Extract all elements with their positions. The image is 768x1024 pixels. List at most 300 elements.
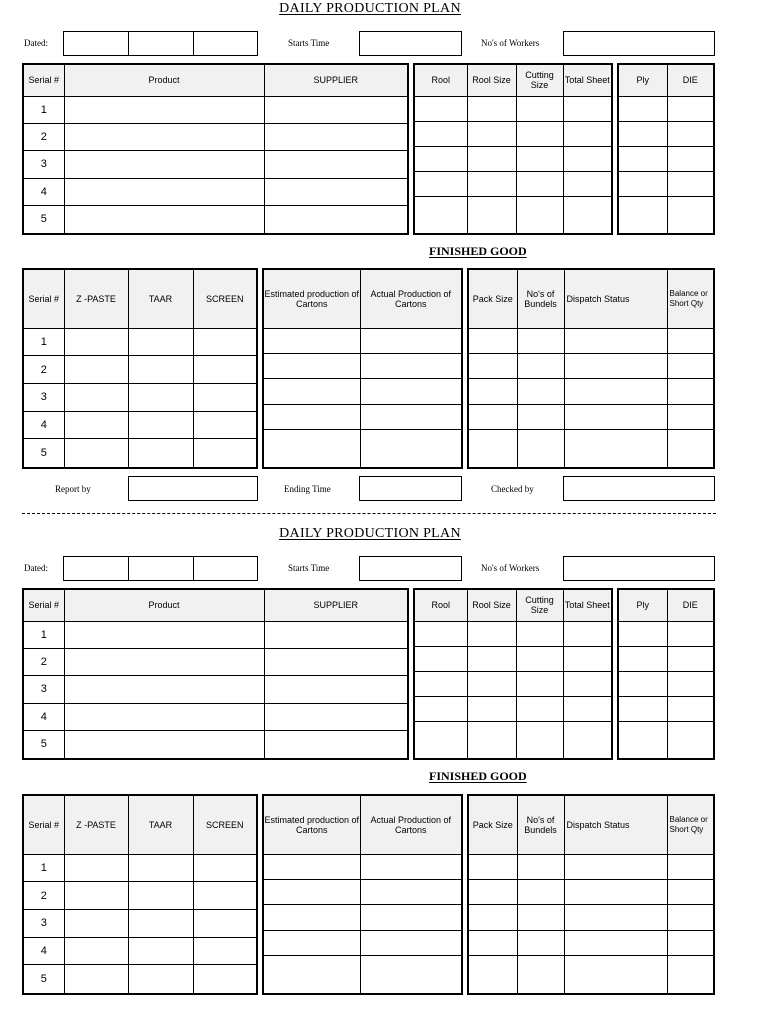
cell[interactable] xyxy=(516,146,563,171)
header-taar: TAAR xyxy=(128,269,193,328)
cell[interactable] xyxy=(193,411,257,439)
header-product: Product xyxy=(64,64,264,96)
cell[interactable] xyxy=(517,905,564,930)
table-row xyxy=(23,676,408,703)
table-row xyxy=(23,703,408,730)
cell[interactable] xyxy=(360,379,462,404)
serial-number: 4 xyxy=(23,703,64,730)
plan-2-dated-label: Dated: xyxy=(24,563,48,573)
serial-number: 3 xyxy=(23,383,64,411)
cell[interactable] xyxy=(64,383,128,411)
cell[interactable] xyxy=(618,721,667,759)
table-row xyxy=(23,648,408,675)
table-row xyxy=(618,96,714,121)
cell[interactable] xyxy=(564,854,667,879)
cell[interactable] xyxy=(667,930,714,955)
cell[interactable] xyxy=(414,121,467,146)
header-rool-size: Rool Size xyxy=(467,589,516,621)
cell[interactable] xyxy=(467,146,516,171)
cell[interactable] xyxy=(618,646,667,671)
cell[interactable] xyxy=(468,930,517,955)
cell[interactable] xyxy=(618,696,667,721)
header-actual-production: Actual Production of Cartons xyxy=(360,269,462,328)
table-row xyxy=(263,956,462,994)
table-row xyxy=(263,930,462,955)
cell[interactable] xyxy=(193,356,257,384)
cell[interactable] xyxy=(64,937,128,965)
table-row xyxy=(468,328,714,353)
table-row xyxy=(23,205,408,234)
cell[interactable] xyxy=(128,965,193,994)
ending-time-field[interactable] xyxy=(359,476,462,501)
cell[interactable] xyxy=(128,328,193,356)
cell[interactable] xyxy=(563,621,612,646)
cell[interactable] xyxy=(64,909,128,937)
product-cell[interactable] xyxy=(64,96,264,123)
cell[interactable] xyxy=(360,328,462,353)
table-row xyxy=(23,151,408,178)
cell[interactable] xyxy=(667,879,714,904)
cell[interactable] xyxy=(414,696,467,721)
table-row xyxy=(23,356,257,384)
product-cell[interactable] xyxy=(64,151,264,178)
cell[interactable] xyxy=(360,930,462,955)
cell[interactable] xyxy=(468,353,517,378)
plan-1-finished-table-a xyxy=(22,268,258,469)
plan-1-starts-time-label: Starts Time xyxy=(288,38,330,48)
cell[interactable] xyxy=(667,905,714,930)
cell[interactable] xyxy=(516,646,563,671)
cell[interactable] xyxy=(468,905,517,930)
header-balance-short: Balance or Short Qty xyxy=(667,795,714,854)
header-pack-size: Pack Size xyxy=(468,795,517,854)
header-ply: Ply xyxy=(618,589,667,621)
header-dispatch-status: Dispatch Status xyxy=(564,795,667,854)
plan-2-finished-table-b xyxy=(262,794,463,995)
cell[interactable] xyxy=(516,621,563,646)
cell[interactable] xyxy=(564,430,667,468)
cell[interactable] xyxy=(517,379,564,404)
cell[interactable] xyxy=(564,905,667,930)
cell[interactable] xyxy=(128,439,193,468)
cell[interactable] xyxy=(64,854,128,882)
header-screen: SCREEN xyxy=(193,269,257,328)
serial-number: 2 xyxy=(23,356,64,384)
plan-2-product-table xyxy=(22,588,409,760)
header-die: DIE xyxy=(667,64,714,96)
serial-number: 4 xyxy=(23,937,64,965)
supplier-cell[interactable] xyxy=(264,648,408,675)
cell[interactable] xyxy=(667,956,714,994)
cell[interactable] xyxy=(64,356,128,384)
cell[interactable] xyxy=(263,353,360,378)
cell[interactable] xyxy=(468,956,517,994)
cell[interactable] xyxy=(618,621,667,646)
serial-number: 3 xyxy=(23,909,64,937)
header-taar: TAAR xyxy=(128,795,193,854)
cell[interactable] xyxy=(468,404,517,429)
table-row xyxy=(263,879,462,904)
cell[interactable] xyxy=(517,930,564,955)
cell[interactable] xyxy=(360,905,462,930)
cell[interactable] xyxy=(414,196,467,234)
header-supplier: SUPPLIER xyxy=(264,64,408,96)
supplier-cell[interactable] xyxy=(264,151,408,178)
table-row xyxy=(23,439,257,468)
cell[interactable] xyxy=(468,379,517,404)
cell[interactable] xyxy=(667,196,714,234)
plan-2-workers-label: No's of Workers xyxy=(481,563,540,573)
cell[interactable] xyxy=(64,965,128,994)
table-row xyxy=(414,146,612,171)
cell[interactable] xyxy=(263,879,360,904)
cell[interactable] xyxy=(467,721,516,759)
serial-number: 3 xyxy=(23,676,64,703)
cell[interactable] xyxy=(128,909,193,937)
cell[interactable] xyxy=(263,930,360,955)
table-row xyxy=(468,930,714,955)
cell[interactable] xyxy=(360,879,462,904)
header-serial: Serial # xyxy=(23,589,64,621)
cell[interactable] xyxy=(563,696,612,721)
supplier-cell[interactable] xyxy=(264,621,408,648)
cell[interactable] xyxy=(360,854,462,879)
table-row xyxy=(414,621,612,646)
cell[interactable] xyxy=(193,937,257,965)
cell[interactable] xyxy=(128,356,193,384)
cell[interactable] xyxy=(667,646,714,671)
header-screen: SCREEN xyxy=(193,795,257,854)
cell[interactable] xyxy=(667,696,714,721)
table-row xyxy=(263,328,462,353)
cell[interactable] xyxy=(516,96,563,121)
table-row xyxy=(618,146,714,171)
cell[interactable] xyxy=(618,671,667,696)
table-row xyxy=(263,430,462,468)
cell[interactable] xyxy=(517,404,564,429)
cell[interactable] xyxy=(516,671,563,696)
cell[interactable] xyxy=(667,721,714,759)
table-row xyxy=(263,905,462,930)
table-row xyxy=(414,196,612,234)
plan-2-workers-field[interactable] xyxy=(563,556,715,581)
table-row xyxy=(414,721,612,759)
product-cell[interactable] xyxy=(64,178,264,205)
cell[interactable] xyxy=(667,171,714,196)
product-cell[interactable] xyxy=(64,703,264,730)
table-row xyxy=(618,696,714,721)
cell[interactable] xyxy=(467,196,516,234)
cell[interactable] xyxy=(263,854,360,879)
plan-1-date-field[interactable] xyxy=(63,31,258,56)
header-actual-production: Actual Production of Cartons xyxy=(360,795,462,854)
table-row xyxy=(23,965,257,994)
cell[interactable] xyxy=(193,965,257,994)
table-row xyxy=(618,721,714,759)
cell[interactable] xyxy=(467,171,516,196)
header-cutting-size: Cutting Size xyxy=(516,64,563,96)
table-row xyxy=(23,123,408,150)
table-row xyxy=(618,121,714,146)
table-row xyxy=(468,353,714,378)
header-serial: Serial # xyxy=(23,269,64,328)
table-row xyxy=(618,646,714,671)
cell[interactable] xyxy=(618,196,667,234)
cell[interactable] xyxy=(667,96,714,121)
cell[interactable] xyxy=(467,671,516,696)
cell[interactable] xyxy=(467,646,516,671)
plan-1-dated-label: Dated: xyxy=(24,38,48,48)
supplier-cell[interactable] xyxy=(264,178,408,205)
plan-2-title: DAILY PRODUCTION PLAN xyxy=(279,526,461,541)
cell[interactable] xyxy=(128,411,193,439)
cell[interactable] xyxy=(564,379,667,404)
cell[interactable] xyxy=(193,383,257,411)
cell[interactable] xyxy=(360,353,462,378)
plan-1-roll-table xyxy=(413,63,613,235)
cell[interactable] xyxy=(667,430,714,468)
cut-line-divider xyxy=(22,513,716,514)
cell[interactable] xyxy=(263,430,360,468)
cell[interactable] xyxy=(667,328,714,353)
cell[interactable] xyxy=(667,379,714,404)
cell[interactable] xyxy=(564,328,667,353)
cell[interactable] xyxy=(516,171,563,196)
header-die: DIE xyxy=(667,589,714,621)
serial-number: 2 xyxy=(23,123,64,150)
cell[interactable] xyxy=(128,854,193,882)
cell[interactable] xyxy=(193,909,257,937)
supplier-cell[interactable] xyxy=(264,676,408,703)
cell[interactable] xyxy=(667,621,714,646)
cell[interactable] xyxy=(263,404,360,429)
header-balance-short: Balance or Short Qty xyxy=(667,269,714,328)
cell[interactable] xyxy=(563,96,612,121)
cell[interactable] xyxy=(516,196,563,234)
plan-2-date-field[interactable] xyxy=(63,556,258,581)
header-serial: Serial # xyxy=(23,64,64,96)
cell[interactable] xyxy=(667,854,714,879)
cell[interactable] xyxy=(64,439,128,468)
cell[interactable] xyxy=(64,882,128,910)
serial-number: 5 xyxy=(23,205,64,234)
cell[interactable] xyxy=(517,353,564,378)
table-row xyxy=(23,882,257,910)
cell[interactable] xyxy=(467,621,516,646)
table-row xyxy=(23,909,257,937)
cell[interactable] xyxy=(414,671,467,696)
cell[interactable] xyxy=(667,353,714,378)
cell[interactable] xyxy=(516,721,563,759)
cell[interactable] xyxy=(467,121,516,146)
plan-2-starts-time-field[interactable] xyxy=(359,556,462,581)
cell[interactable] xyxy=(517,430,564,468)
plan-1-workers-label: No's of Workers xyxy=(481,38,540,48)
serial-number: 2 xyxy=(23,648,64,675)
header-ply: Ply xyxy=(618,64,667,96)
cell[interactable] xyxy=(414,96,467,121)
header-estimated-production: Estimated production of Cartons xyxy=(263,795,360,854)
serial-number: 4 xyxy=(23,178,64,205)
cell[interactable] xyxy=(193,439,257,468)
cell[interactable] xyxy=(467,96,516,121)
cell[interactable] xyxy=(360,956,462,994)
plan-1-title: DAILY PRODUCTION PLAN xyxy=(279,1,461,16)
cell[interactable] xyxy=(564,930,667,955)
cell[interactable] xyxy=(128,937,193,965)
cell[interactable] xyxy=(468,879,517,904)
header-bundles: No's of Bundels xyxy=(517,269,564,328)
header-product: Product xyxy=(64,589,264,621)
header-z-paste: Z -PASTE xyxy=(64,269,128,328)
table-row xyxy=(263,353,462,378)
table-row xyxy=(468,379,714,404)
serial-number: 2 xyxy=(23,882,64,910)
table-row xyxy=(468,879,714,904)
table-row xyxy=(468,956,714,994)
cell[interactable] xyxy=(618,171,667,196)
cell[interactable] xyxy=(64,411,128,439)
product-cell[interactable] xyxy=(64,621,264,648)
cell[interactable] xyxy=(193,328,257,356)
cell[interactable] xyxy=(263,379,360,404)
table-row xyxy=(468,404,714,429)
header-estimated-production: Estimated production of Cartons xyxy=(263,269,360,328)
table-row xyxy=(414,646,612,671)
cell[interactable] xyxy=(64,328,128,356)
header-total-sheet: Total Sheet xyxy=(563,589,612,621)
cell[interactable] xyxy=(667,146,714,171)
cell[interactable] xyxy=(468,328,517,353)
cell[interactable] xyxy=(467,696,516,721)
cell[interactable] xyxy=(563,646,612,671)
cell[interactable] xyxy=(563,671,612,696)
cell[interactable] xyxy=(667,121,714,146)
cell[interactable] xyxy=(563,171,612,196)
serial-number: 1 xyxy=(23,328,64,356)
cell[interactable] xyxy=(618,96,667,121)
table-row xyxy=(23,854,257,882)
checked-by-label: Checked by xyxy=(491,484,534,494)
table-row xyxy=(468,430,714,468)
cell[interactable] xyxy=(517,854,564,879)
cell[interactable] xyxy=(564,879,667,904)
cell[interactable] xyxy=(468,430,517,468)
table-row xyxy=(414,121,612,146)
table-row xyxy=(263,379,462,404)
table-row xyxy=(618,671,714,696)
table-row xyxy=(414,171,612,196)
table-row xyxy=(23,730,408,759)
product-cell[interactable] xyxy=(64,205,264,234)
cell[interactable] xyxy=(516,121,563,146)
cell[interactable] xyxy=(128,882,193,910)
header-bundles: No's of Bundels xyxy=(517,795,564,854)
plan-2-finished-good-heading: FINISHED GOOD xyxy=(429,769,527,783)
table-row xyxy=(23,328,257,356)
table-row xyxy=(23,383,257,411)
serial-number: 4 xyxy=(23,411,64,439)
plan-2-roll-table xyxy=(413,588,613,760)
cell[interactable] xyxy=(516,696,563,721)
header-dispatch-status: Dispatch Status xyxy=(564,269,667,328)
header-cutting-size: Cutting Size xyxy=(516,589,563,621)
supplier-cell[interactable] xyxy=(264,205,408,234)
cell[interactable] xyxy=(193,882,257,910)
ending-time-label: Ending Time xyxy=(284,484,331,494)
table-row xyxy=(414,696,612,721)
cell[interactable] xyxy=(517,956,564,994)
cell[interactable] xyxy=(468,854,517,879)
plan-1-product-table xyxy=(22,63,409,235)
product-cell[interactable] xyxy=(64,123,264,150)
cell[interactable] xyxy=(414,646,467,671)
cell[interactable] xyxy=(517,879,564,904)
cell[interactable] xyxy=(667,404,714,429)
header-z-paste: Z -PASTE xyxy=(64,795,128,854)
plan-1-ply-table xyxy=(617,63,715,235)
supplier-cell[interactable] xyxy=(264,96,408,123)
checked-by-field[interactable] xyxy=(563,476,715,501)
cell[interactable] xyxy=(414,146,467,171)
table-row xyxy=(23,937,257,965)
cell[interactable] xyxy=(564,353,667,378)
plan-1-finished-table-c xyxy=(467,268,715,469)
table-row xyxy=(414,96,612,121)
table-row xyxy=(263,854,462,879)
cell[interactable] xyxy=(128,383,193,411)
cell[interactable] xyxy=(193,854,257,882)
product-cell[interactable] xyxy=(64,730,264,759)
cell[interactable] xyxy=(263,905,360,930)
cell[interactable] xyxy=(263,328,360,353)
table-row xyxy=(618,621,714,646)
cell[interactable] xyxy=(563,121,612,146)
cell[interactable] xyxy=(563,721,612,759)
cell[interactable] xyxy=(563,196,612,234)
header-total-sheet: Total Sheet xyxy=(563,64,612,96)
table-row xyxy=(263,404,462,429)
supplier-cell[interactable] xyxy=(264,123,408,150)
cell[interactable] xyxy=(564,404,667,429)
plan-1-starts-time-field[interactable] xyxy=(359,31,462,56)
cell[interactable] xyxy=(563,146,612,171)
serial-number: 1 xyxy=(23,854,64,882)
cell[interactable] xyxy=(360,430,462,468)
product-cell[interactable] xyxy=(64,676,264,703)
cell[interactable] xyxy=(414,721,467,759)
table-row xyxy=(23,96,408,123)
table-row xyxy=(23,178,408,205)
cell[interactable] xyxy=(360,404,462,429)
cell[interactable] xyxy=(618,146,667,171)
supplier-cell[interactable] xyxy=(264,703,408,730)
cell[interactable] xyxy=(263,956,360,994)
cell[interactable] xyxy=(618,121,667,146)
plan-1-workers-field[interactable] xyxy=(563,31,715,56)
serial-number: 5 xyxy=(23,965,64,994)
product-cell[interactable] xyxy=(64,648,264,675)
table-row xyxy=(618,171,714,196)
cell[interactable] xyxy=(667,671,714,696)
cell[interactable] xyxy=(414,171,467,196)
header-serial: Serial # xyxy=(23,795,64,854)
cell[interactable] xyxy=(564,956,667,994)
cell[interactable] xyxy=(414,621,467,646)
cell[interactable] xyxy=(517,328,564,353)
supplier-cell[interactable] xyxy=(264,730,408,759)
report-by-field[interactable] xyxy=(128,476,258,501)
